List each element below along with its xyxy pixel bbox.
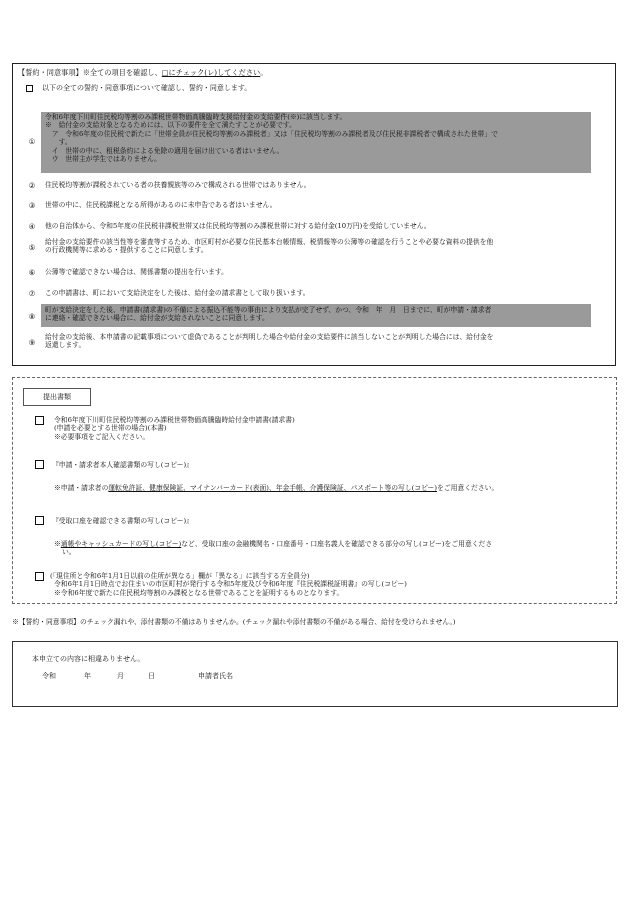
doc-tax-cert-title: 令和6年1月1日時点でお住まいの市区町村が発行する令和5年度及び令和6年度『住民税課税証明書』の写し(コピー) bbox=[54, 580, 407, 589]
item-3-number: ③ bbox=[28, 201, 36, 210]
consent-heading-prefix: 【誓約・同意事項】※全ての項目を確認し、 bbox=[18, 68, 162, 77]
item-1-text bbox=[45, 113, 591, 164]
doc-application-note: ※必要事項をご記入ください。 bbox=[54, 432, 150, 441]
consent-heading-instruction: □にチェック(レ)してください bbox=[161, 68, 261, 77]
item-5-line: 給付金の支給要件の該当性等を審査等するため、市区町村が必要な住民基本台帳情報、税情報等の公簿等の確認を行うことや必要な資料の提供を他 bbox=[45, 238, 494, 246]
item-9-number: ⑨ bbox=[28, 338, 36, 347]
item-1-line: ウ 世帯主が学生ではありません。 bbox=[45, 155, 161, 164]
doc-bank-note-examples: 通帳やキャッシュカードの写し(コピー) bbox=[60, 540, 182, 548]
item-8-line: 町が支給決定をした後、申請書(請求書)の不備による振込不能等の事由により支払が完了せず、かつ、令和 年 月 日までに、町が申請・請求者 bbox=[45, 306, 492, 314]
doc-tax-cert-note: ※令和6年度で新たに住民税均等割のみ課税となる世帯であることを証明するものとなります。 bbox=[54, 588, 344, 597]
item-1-line: イ 世帯の中に、租税条約による免除の適用を届け出ている者はいません。 bbox=[45, 146, 284, 155]
consent-heading-suffix: 。 bbox=[260, 68, 268, 77]
item-1-line: す。 bbox=[45, 138, 72, 147]
item-7-text: この申請書は、町において支給決定をした後は、給付金の請求書として取り扱います。 bbox=[45, 289, 310, 297]
item-5-line: の行政機関等に求める・提供することに同意します。 bbox=[45, 246, 208, 255]
signature-section bbox=[12, 641, 618, 707]
item-6-number: ⑥ bbox=[28, 268, 36, 277]
confirmation-statement: 本申立ての内容に相違ありません。 bbox=[32, 655, 145, 663]
doc-application-condition: (申請を必要とする世帯の場合)(本書) bbox=[54, 424, 167, 433]
doc-bank-note bbox=[54, 540, 492, 557]
doc-id-title: 『申請・請求者本人確認書類の写し(コピー)』 bbox=[52, 461, 193, 469]
doc-id-note-suffix: をご用意ください。 bbox=[437, 484, 499, 492]
doc-bank-note-body: など、受取口座の金融機関名・口座番号・口座名義人を確認できる部分の写し(コピー)をご用意くださ bbox=[181, 540, 493, 548]
documents-title: 提出書類 bbox=[23, 388, 91, 406]
item-9-line: 返還します。 bbox=[45, 341, 86, 350]
doc-application-checkbox[interactable] bbox=[35, 416, 44, 425]
item-7-number: ⑦ bbox=[28, 289, 36, 298]
doc-tax-cert-text bbox=[50, 572, 407, 597]
applicant-name-label: 申請者氏名 bbox=[198, 672, 233, 680]
check-reminder: ※【誓約・同意事項】のチェック漏れや、添付書類の不備はありませんか。(チェック漏れや添付書類の不備がある場合、給付を受けられません。) bbox=[12, 618, 456, 626]
item-2-text: 住民税均等割が課税されている者の扶養親族等のみで構成される世帯ではありません。 bbox=[45, 181, 311, 189]
item-9-line: 給付金の支給後、本申請書の記載事項について虚偽であることが判明した場合や給付金の支給要件に該当しないことが判明した場合には、給付金を bbox=[45, 333, 494, 341]
doc-id-note bbox=[54, 484, 498, 492]
consent-all-checkbox[interactable] bbox=[26, 85, 33, 92]
doc-bank-note-prefix: ※ bbox=[54, 540, 61, 548]
item-1-line: ※ 給付金の支給対象となるためには、以下の要件を全て満たすことが必要です。 bbox=[45, 121, 296, 130]
doc-id-checkbox[interactable] bbox=[35, 460, 44, 469]
item-8-line: に連絡・確認できない場合に、給付金が支給されないことに同意します。 bbox=[45, 314, 269, 323]
item-1-line: ア 令和6年度の住民税で新たに「世帯全員が住民税均等割のみ課税者」又は「住民税均等割のみ課税者及び住民税非課税者で構成された世帯」で bbox=[45, 129, 498, 138]
item-8-number: ⑧ bbox=[28, 312, 36, 321]
item-8-text bbox=[45, 306, 591, 323]
doc-application-title: 令和6年度下川町住民税均等割のみ課税世帯物価高騰臨時給付金申請書(請求書) bbox=[54, 416, 295, 424]
doc-bank-note-end: い。 bbox=[62, 548, 76, 557]
doc-bank-title: 『受取口座を確認できる書類の写し(コピー)』 bbox=[52, 517, 193, 525]
doc-application-text bbox=[54, 416, 295, 441]
date-era-label: 令和 bbox=[42, 672, 56, 680]
item-1-number: ① bbox=[28, 137, 36, 146]
item-5-text bbox=[45, 238, 591, 255]
doc-tax-cert-checkbox[interactable] bbox=[35, 572, 44, 581]
doc-id-note-prefix: ※申請・請求者の bbox=[54, 484, 109, 492]
item-6-text: 公簿等で確認できない場合は、関係書類の提出を行います。 bbox=[45, 268, 228, 276]
item-9-text bbox=[45, 333, 591, 350]
date-month-label: 月 bbox=[117, 672, 124, 680]
item-3-text: 世帯の中に、住民税課税となる所得があるのに未申告である者はいません。 bbox=[45, 201, 277, 209]
date-day-label: 日 bbox=[148, 672, 155, 680]
item-1-line: 令和6年度下川町住民税均等割のみ課税世帯物価高騰臨時支援給付金の支給要件(※)に該当します。 bbox=[45, 113, 347, 121]
item-5-number: ⑤ bbox=[28, 243, 36, 252]
doc-id-note-list: 運転免許証、健康保険証、マイナンバーカード(表面)、年金手帳、介護保険証、パスポート等の写し(コピー) bbox=[108, 484, 438, 492]
doc-tax-cert-condition: (「現住所と令和6年1月1日以前の住所が異なる」欄が「異なる」に該当する方全員分) bbox=[50, 572, 310, 580]
date-year-label: 年 bbox=[84, 672, 91, 680]
item-2-number: ② bbox=[28, 181, 36, 190]
consent-all-label: 以下の全ての誓約・同意事項について確認し、誓約・同意します。 bbox=[42, 84, 252, 92]
consent-heading bbox=[18, 68, 267, 77]
item-4-number: ④ bbox=[28, 222, 36, 231]
doc-bank-checkbox[interactable] bbox=[35, 516, 44, 525]
item-4-text: 他の自治体から、令和5年度の住民税非課税世帯又は住民税均等割のみ課税世帯に対する給付金(10万円)を受給していません。 bbox=[45, 222, 431, 230]
consent-all-row bbox=[26, 84, 251, 93]
